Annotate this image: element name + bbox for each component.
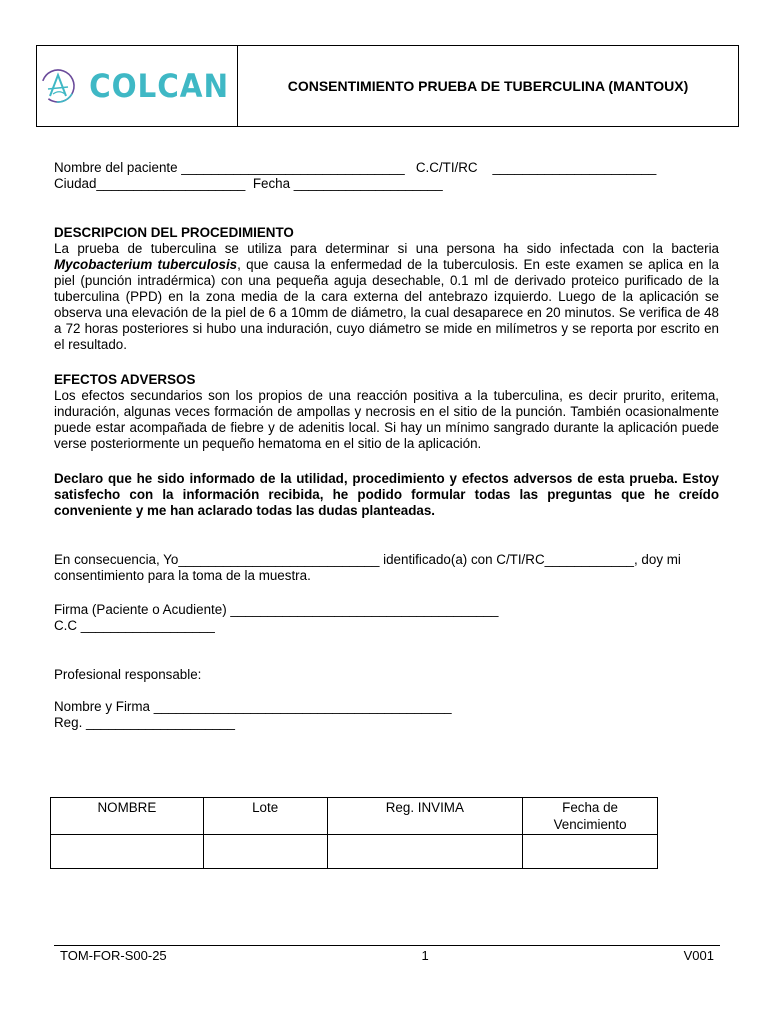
page-number: 1 [421, 948, 429, 963]
city-date-line[interactable]: Ciudad____________________ Fecha ____________________ [54, 176, 443, 191]
patient-name-line[interactable]: Nombre del paciente ______________________________ C.C/TI/RC ______________________ [54, 160, 657, 175]
header-fecha-vencimiento: Fecha de Vencimiento [523, 798, 658, 835]
footer-divider [54, 945, 720, 946]
page-footer [60, 948, 714, 963]
cell-reg-invima[interactable] [327, 835, 523, 869]
organism-name: Mycobacterium tuberculosis [54, 257, 238, 272]
procedure-text: La prueba de tuberculina se utiliza para determinar si una persona ha sido infectada con la bacteria Mycobacterium tuberculosis, que causa la enfermedad de la tuberculosis. En este examen se aplica en la piel (punción intradérmica) con una pequeña aguja desechable, 0.1 ml de derivado proteico purificado de la tuberculina (PPD) en la zona media de la cara externa del antebrazo izquierdo. Luego de la aplicación se observa una elevación de la piel de 6 a 10mm de diámetro, la cual desaparece en 20 minutos. Se verifica de 48 a 72 horas posteriores si hubo una induración, cuyo diámetro se mide en milímetros y se reporta por escrito en el resultado. [54, 241, 719, 352]
header-nombre: NOMBRE [51, 798, 204, 835]
logo [37, 46, 238, 126]
colcan-logo-icon [39, 67, 77, 105]
cell-fecha-vencimiento[interactable] [523, 835, 658, 869]
procedure-heading: DESCRIPCION DEL PROCEDIMIENTO [54, 225, 294, 240]
document-version: V001 [683, 948, 714, 963]
header-lote: Lote [203, 798, 327, 835]
cell-lote[interactable] [203, 835, 327, 869]
signature-section [54, 602, 719, 634]
patient-info [54, 160, 719, 192]
cc-line[interactable]: C.C __________________ [54, 618, 215, 633]
procedure-section [54, 225, 719, 353]
professional-reg-line[interactable]: Reg. ____________________ [54, 715, 235, 730]
logo-text: COLCAN [89, 67, 229, 105]
adverse-section [54, 372, 719, 452]
professional-name-line[interactable]: Nombre y Firma ________________________________________ [54, 699, 452, 714]
professional-label: Profesional responsable: [54, 667, 202, 682]
cell-nombre[interactable] [51, 835, 204, 869]
document-title: CONSENTIMIENTO PRUEBA DE TUBERCULINA (MANTOUX) [287, 78, 689, 94]
table-row [51, 835, 658, 869]
document-header [36, 45, 739, 127]
consent-text[interactable]: En consecuencia, Yo___________________________ identificado(a) con C/TI/RC____________, doy mi consentimiento para la toma de la muestra. [54, 552, 681, 583]
supplies-table [50, 797, 658, 869]
adverse-text: Los efectos secundarios son los propios de una reacción positiva a la tuberculina, es decir prurito, eritema, induración, algunas veces formación de ampollas y necrosis en el sitio de la punción. También ocasionalmente puede estar acompañada de fiebre y de adenitis local. Si hay un mínimo sangrado durante la aplicación puede verse posteriormente un pequeño hematoma en el sitio de la aplicación. [54, 388, 719, 451]
table-header-row [51, 798, 658, 835]
adverse-heading: EFECTOS ADVERSOS [54, 372, 196, 387]
declaration-text: Declaro que he sido informado de la utilidad, procedimiento y efectos adversos de esta prueba. Estoy satisfecho con la información recibida, he podido formular todas las preguntas que he creído conveniente y me han aclarado todas las dudas planteadas. [54, 471, 719, 518]
signature-line[interactable]: Firma (Paciente o Acudiente) ____________________________________ [54, 602, 499, 617]
header-reg-invima: Reg. INVIMA [327, 798, 523, 835]
document-code: TOM-FOR-S00-25 [60, 948, 167, 963]
professional-section [54, 699, 719, 731]
